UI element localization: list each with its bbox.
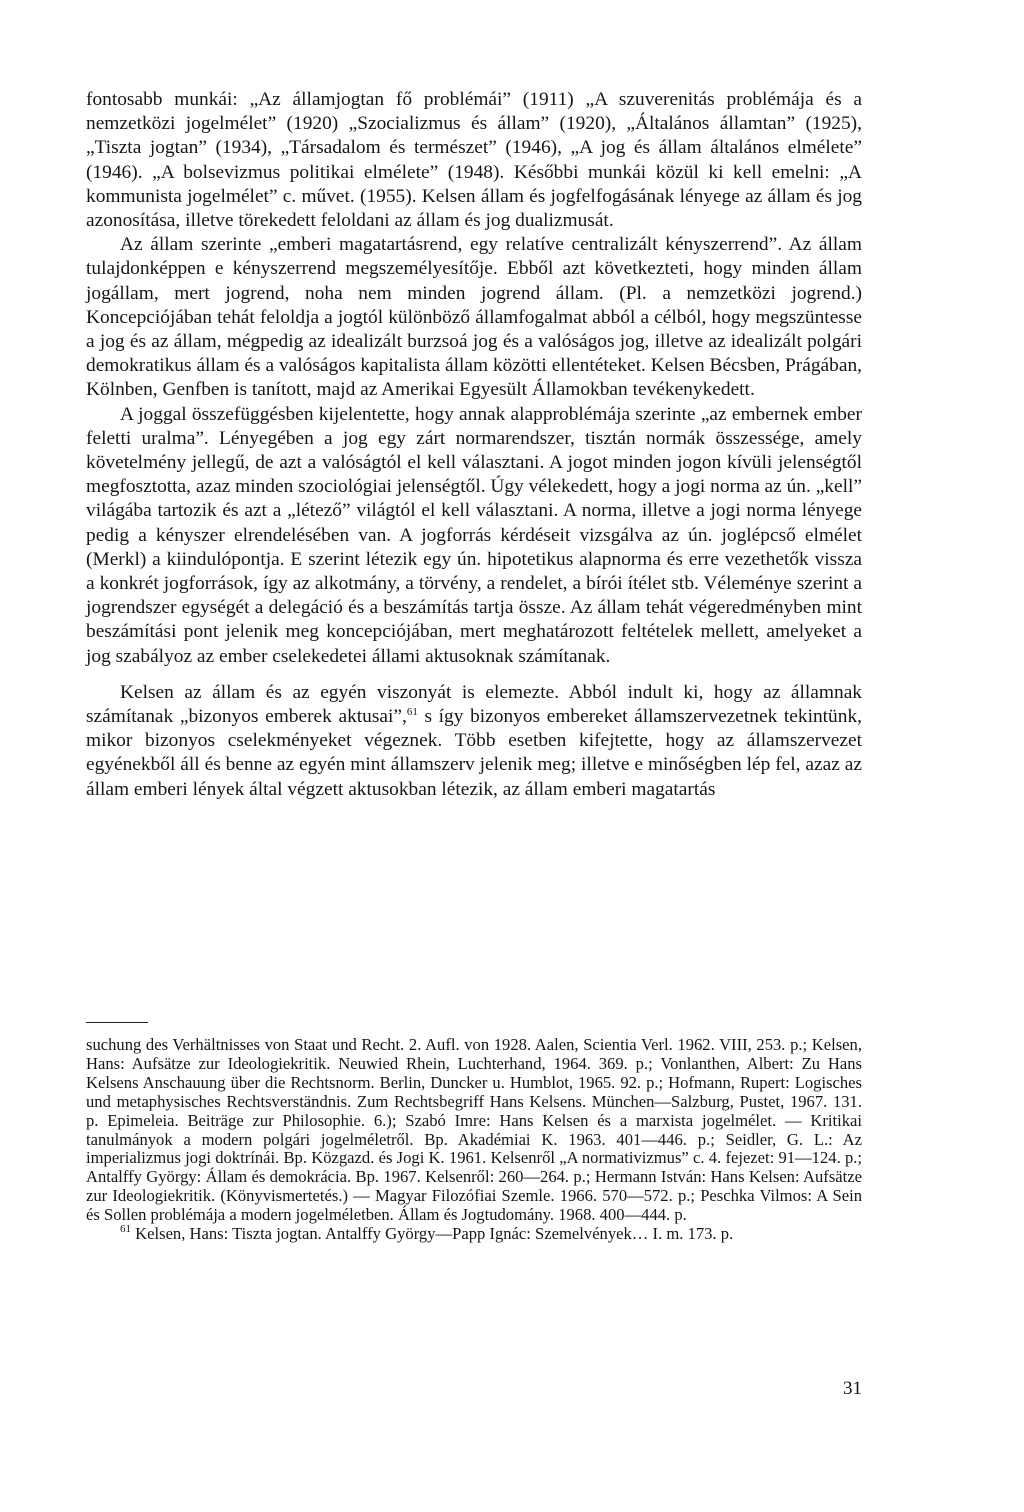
paragraph-4-text-after: s így bizonyos embereket államszervezetnek tekintünk, mikor bizonyos cselekményeket végeznek. Több esetben kifejtette, hogy az államszervezet egyénekből áll és benne az egyén mint államszerv jelenik meg; illetve e minőségben lép fel, azaz az állam emberi lények által végzett aktusokban létezik, az állam emberi magatartás: [86, 706, 862, 800]
footnote-separator-rule: [86, 1022, 148, 1023]
footnote-61: [86, 1225, 862, 1244]
footnote-61-text: Kelsen, Hans: Tiszta jogtan. Antalffy György—Papp Ignác: Szemelvények… I. m. 173. p.: [131, 1224, 734, 1244]
paragraph-4-text-before: Kelsen az állam és az egyén viszonyát is elemezte. Abból indult ki, hogy az államnak számítanak „bizonyos emberek aktusai”,: [86, 681, 862, 728]
paragraph-3: A joggal összefüggésben kijelentette, hogy annak alapproblémája szerinte „az embernek ember feletti uralma”. Lényegében a jog egy zárt normarendszer, tisztán normák összessége, amely követelmény jellegű, de azt a valóságtól el kell választani. A jogot minden jogon kívüli jelenségtől megfosztotta, azaz minden szociológiai jelenségtől. Úgy vélekedett, hogy a jogi norma az ún. „kell” világába tartozik és azt a „létező” világtól el kell választani. A norma, illetve a jogi norma lényege pedig a kényszer elrendelésében van. A jogforrás kérdéseit vizsgálva az ún. joglépcső elmélet (Merkl) a kiindulópontja. E szerint létezik egy ún. hipotetikus alapnorma és erre vezethetők vissza a konkrét jogforrások, így az alkotmány, a törvény, a rendelet, a bírói ítélet stb. Véleménye szerint a jogrendszer egységét a delegáció és a beszámítás tartja össze. Az állam tehát végeredményben mint beszámítási pont jelenik meg koncepciójában, mert meghatározott feltételek mellett, amelyeket a jog szabályoz az ember cselekedetei állami aktusoknak számítanak.: [86, 403, 862, 667]
main-text: [86, 88, 862, 802]
footnotes: [86, 1036, 862, 1244]
paragraph-1: fontosabb munkái: „Az államjogtan fő problémái” (1911) „A szuverenitás problémája és a nemzetközi jogelmélet” (1920) „Szocializmus és állam” (1920), „Általános államtan” (1925), „Tiszta jogtan” (1934), „Társadalom és természet” (1946), „A jog és állam általános elmélete” (1946). „A bolsevizmus politikai elmélete” (1948). Későbbi munkái közül ki kell emelni: „A kommunista jogelmélet” c. művet. (1955). Kelsen állam és jogfelfogásának lényege az állam és jog azonosítása, illetve törekedett feloldani az állam és jog dualizmusát.: [86, 89, 862, 232]
footnote-number-61: 61: [120, 1223, 131, 1236]
paragraph-2: Az állam szerinte „emberi magatartásrend, egy relatíve centralizált kényszerrend”. Az állam tulajdonképpen e kényszerrend megszemélyesítője. Ebből azt következteti, hogy minden állam jogállam, mert jogrend, noha nem minden jogrend állam. (Pl. a nemzetközi jogrend.) Koncepciójában tehát feloldja a jogtól különböző államfogalmat abból a célból, hogy megszüntesse a jog és az állam, mégpedig az idealizált burzsoá jog és a valóságos jog, illetve az idealizált polgári demokratikus állam és a valóságos kapitalista állam közötti ellentéteket. Kelsen Bécsben, Prágában, Kölnben, Genfben is tanított, majd az Amerikai Egyesült Államokban tevékenykedett.: [86, 234, 862, 401]
paragraph-4: [86, 681, 862, 802]
footnote-reference-61: 61: [406, 706, 418, 719]
page-number: 31: [843, 1378, 862, 1399]
footnote-continuation: suchung des Verhältnisses von Staat und Recht. 2. Aufl. von 1928. Aalen, Scientia Verl. 1962. VIII, 253. p.; Kelsen, Hans: Aufsätze zur Ideologiekritik. Neuwied Rhein, Luchterhand, 1964. 369. p.; Vonlanthen, Albert: Zu Hans Kelsens Anschauung über die Rechtsnorm. Berlin, Duncker u. Humblot, 1965. 92. p.; Hofmann, Rupert: Logisches und metaphysisches Rechtsverständnis. Zum Rechtsbegriff Hans Kelsens. München—Salzburg, Pustet, 1967. 131. p. Epimeleia. Beiträge zur Philosophie. 6.); Szabó Imre: Hans Kelsen és a marxista jogelmélet. — Kritikai tanulmányok a modern polgári jogelméletről. Bp. Akadémiai K. 1963. 401—446. p.; Seidler, G. L.: Az imperializmus jogi doktrínái. Bp. Közgazd. és Jogi K. 1961. Kelsenről „A normativizmus” c. 4. fejezet: 91—124. p.; Antalffy György: Állam és demokrácia. Bp. 1967. Kelsenről: 260—264. p.; Hermann István: Hans Kelsen: Aufsätze zur Ideologiekritik. (Könyvismertetés.) — Magyar Filozófiai Szemle. 1966. 570—572. p.; Peschka Vilmos: A Sein és Sollen problémája a modern jogelméletben. Állam és Jogtudomány. 1968. 400—444. p.: [86, 1035, 862, 1225]
